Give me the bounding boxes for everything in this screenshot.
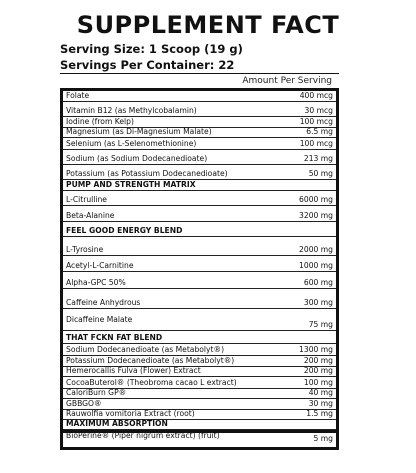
ingredient-row — [63, 309, 336, 331]
ingredient-amount: 2000 mg — [299, 245, 333, 254]
ingredient-name: Caffeine Anhydrous — [66, 298, 141, 307]
ingredient-name: L-Tyrosine — [66, 245, 104, 254]
nutrient-row — [63, 150, 336, 165]
section-title: PUMP AND STRENGTH MATRIX — [66, 180, 196, 189]
ingredient-name: Acetyl-L-Carnitine — [66, 261, 134, 270]
nutrient-name: Iodine (from Kelp) — [66, 117, 134, 126]
panel-bottom-border — [60, 427, 339, 450]
ingredient-amount: 1.5 mg — [306, 409, 333, 418]
ingredient-amount: 3200 mg — [299, 211, 333, 220]
ingredient-name: Sodium Dodecanedioate (as Metabolyt®) — [66, 345, 225, 354]
servings-per-container: Servings Per Container: 22 — [60, 58, 235, 72]
ingredient-name: Rauwolfia vomitoria Extract (root) — [66, 409, 195, 418]
ingredient-row — [63, 206, 336, 222]
ingredient-amount: 5 mg — [313, 434, 333, 443]
nutrient-name: Potassium (as Potassium Dodecanedioate) — [66, 169, 228, 178]
nutrient-amount: 100 mcg — [299, 117, 333, 126]
nutrient-name: Selenium (as L-Selenomethionine) — [66, 139, 197, 148]
section-title: FEEL GOOD ENERGY BLEND — [66, 226, 183, 235]
ingredient-row — [63, 289, 336, 309]
nutrient-name: Magnesium (as Di-Magnesium Malate) — [66, 127, 212, 136]
nutrient-row — [63, 102, 336, 117]
nutrient-amount: 30 mcg — [304, 106, 333, 115]
nutrient-name: Vitamin B12 (as Methylcobalamin) — [66, 106, 197, 115]
ingredient-amount: 200 mg — [303, 366, 333, 375]
header-divider — [60, 73, 339, 74]
ingredient-row — [63, 367, 336, 377]
ingredient-amount: 40 mg — [308, 388, 333, 397]
ingredient-amount: 300 mg — [303, 298, 333, 307]
section-header — [63, 180, 336, 191]
ingredient-amount: 1300 mg — [299, 345, 333, 354]
ingredient-row — [63, 389, 336, 399]
serving-size: Serving Size: 1 Scoop (19 g) — [60, 42, 243, 56]
ingredient-row — [63, 344, 336, 356]
ingredient-row — [63, 256, 336, 272]
nutrient-name: Folate — [66, 91, 90, 100]
ingredient-name: Hemerocallis Fulva (Flower) Extract — [66, 366, 201, 375]
ingredient-name: Potassium Dodecanedioate (as Metabolyt®) — [66, 356, 235, 365]
ingredient-name: GBBGO® — [66, 399, 102, 408]
ingredient-row — [63, 237, 336, 256]
ingredient-name: CocoaButerol® (Theobroma cacao L extract) — [66, 378, 237, 387]
nutrient-amount: 100 mcg — [299, 139, 333, 148]
ingredient-name: Dicaffeine Malate — [66, 315, 133, 324]
ingredient-row — [63, 272, 336, 289]
ingredient-amount: 100 mg — [303, 378, 333, 387]
ingredient-name: L-Citrulline — [66, 195, 107, 204]
nutrient-amount: 400 mcg — [299, 91, 333, 100]
ingredient-row — [63, 191, 336, 206]
ingredient-name: Alpha-GPC 50% — [66, 278, 126, 287]
ingredient-name: BioPerine® (Piper nigrum extract) (fruit) — [66, 431, 220, 440]
page-title: SUPPLEMENT FACT — [76, 11, 340, 39]
ingredient-amount: 6000 mg — [299, 195, 333, 204]
supplement-facts-panel — [60, 88, 339, 433]
nutrient-amount: 6.5 mg — [306, 127, 333, 136]
section-header — [63, 331, 336, 344]
nutrient-row — [63, 138, 336, 150]
nutrient-amount: 213 mg — [303, 154, 333, 163]
amount-per-serving-header: Amount Per Serving — [242, 76, 332, 86]
ingredient-amount: 1000 mg — [299, 261, 333, 270]
ingredient-name: Beta-Alanine — [66, 211, 115, 220]
section-header — [63, 222, 336, 237]
nutrient-amount: 50 mg — [308, 169, 333, 178]
nutrient-row — [63, 128, 336, 138]
ingredient-amount: 200 mg — [303, 356, 333, 365]
ingredient-amount: 75 mg — [308, 320, 333, 329]
section-title: THAT FCKN FAT BLEND — [66, 333, 163, 342]
nutrient-row — [63, 165, 336, 180]
nutrient-name: Sodium (as Sodium Dodecanedioate) — [66, 154, 208, 163]
ingredient-name: CaloriBurn GP® — [66, 388, 127, 397]
ingredient-amount: 600 mg — [303, 278, 333, 287]
nutrient-row — [63, 91, 336, 102]
ingredient-amount: 30 mg — [308, 399, 333, 408]
section-title: MAXIMUM ABSORPTION — [66, 419, 168, 428]
